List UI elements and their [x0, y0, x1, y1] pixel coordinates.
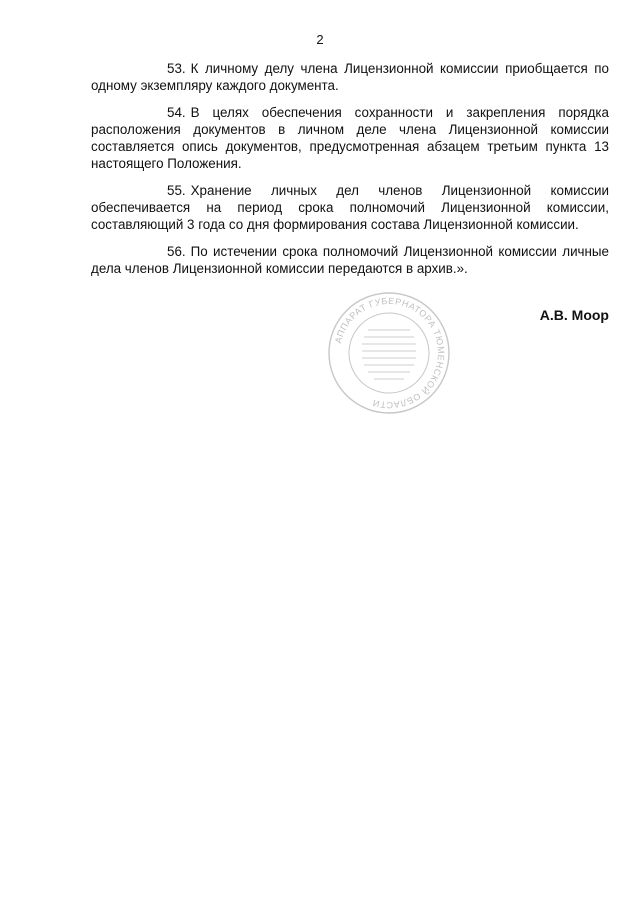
paragraph-text: В целях обеспечения сохранности и закрепления порядка расположения документов в личном деле члена Лицензионной комиссии составляется опись документов, предусмотренная абзацем третьим пункта 13 настоящего Положения. [91, 105, 609, 171]
seal-ring-text: АППАРАТ ГУБЕРНАТОРА ТЮМЕНСКОЙ ОБЛАСТИ [333, 295, 447, 411]
document-body [91, 60, 609, 287]
paragraph-text: Хранение личных дел членов Лицензионной комиссии обеспечивается на период срока полномочий Лицензионной комиссии, составляющий 3 года со дня формирования состава Лицензионной комиссии. [91, 183, 609, 232]
paragraph-54 [91, 104, 609, 172]
paragraph-number: 54. [167, 105, 186, 120]
page-number: 2 [316, 32, 324, 47]
paragraph-number: 53. [167, 61, 186, 76]
signatory-name: А.В. Моор [539, 307, 609, 323]
seal-outer-ring [329, 293, 449, 413]
paragraph-text: К личному делу члена Лицензионной комиссии приобщается по одному экземпляру каждого документа. [91, 61, 609, 93]
paragraph-56 [91, 243, 609, 277]
official-seal [326, 290, 452, 416]
seal-inner-ring [349, 313, 429, 393]
seal-center-lines [362, 330, 416, 379]
paragraph-number: 56. [167, 244, 186, 259]
paragraph-55 [91, 182, 609, 233]
paragraph-53 [91, 60, 609, 94]
paragraph-text: По истечении срока полномочий Лицензионной комиссии личные дела членов Лицензионной комиссии передаются в архив.». [91, 244, 609, 276]
paragraph-number: 55. [167, 183, 186, 198]
